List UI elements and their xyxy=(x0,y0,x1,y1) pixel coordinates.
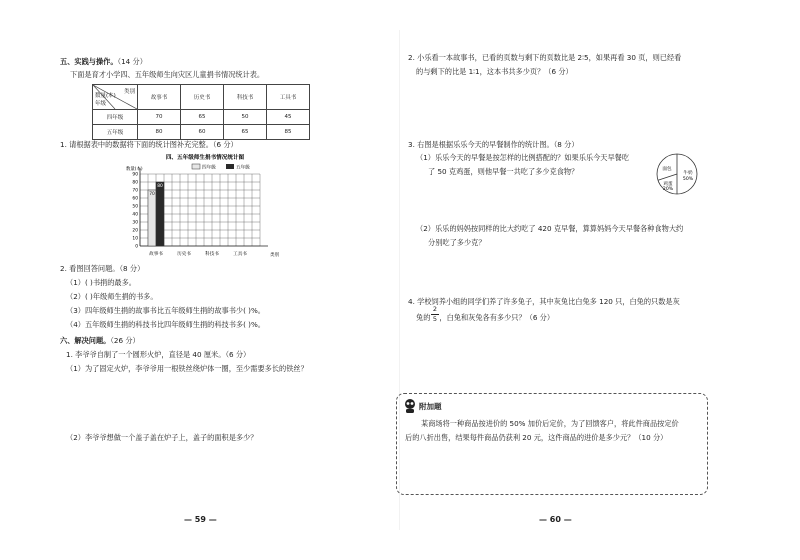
section6-question-1: 1. 李爷爷自制了一个圆形火炉，直径是 40 厘米。（6 分） xyxy=(66,350,251,359)
section6-question-1-2: （2）李爷爷想做一个盖子盖在炉子上，盖子的面积是多少？ xyxy=(66,433,258,442)
y-tick-label: 40 xyxy=(132,212,138,218)
section6-title: 六、解决问题。（26 分） xyxy=(60,336,140,345)
question-3-2: （2）乐乐的妈妈按同样的比大约吃了 420 克早餐，算算妈妈今天早餐各种食物大约 xyxy=(416,224,684,233)
table-cell: 85 xyxy=(267,125,310,140)
question-4: 4. 学校饲养小组的同学们养了许多兔子，其中灰兔比白兔多 120 只，白兔的只数是灰 xyxy=(408,297,680,306)
table-header: 科技书 xyxy=(224,85,267,110)
x-tick-label: 历史书 xyxy=(177,252,191,257)
section5-intro: 下面是育才小学四、五年级师生向灾区儿童捐书情况统计表。 xyxy=(70,70,265,79)
mascot-icon xyxy=(403,398,417,414)
fraction-two-fifths: 2 5 xyxy=(432,305,438,323)
bar-data-label: 80 xyxy=(157,184,163,189)
table-cell: 65 xyxy=(224,125,267,140)
chart-title: 四、五年级师生捐书情况统计图 xyxy=(165,155,245,161)
table-row xyxy=(93,125,310,140)
table-header: 历史书 xyxy=(181,85,224,110)
donation-table xyxy=(92,84,310,140)
bonus-question-box xyxy=(396,393,708,495)
bonus-question-line: 后的八折出售，结果每件商品仍获利 20 元，这件商品的进价是多少元？（10 分） xyxy=(405,433,668,442)
table-cell: 五年级 xyxy=(93,125,138,140)
legend-swatch-grade4 xyxy=(192,164,200,169)
bar-grade4 xyxy=(148,190,156,246)
y-tick-label: 0 xyxy=(135,244,138,250)
x-tick-label: 工具书 xyxy=(233,252,247,257)
question-2: 2. 看图回答问题。（8 分） xyxy=(60,264,145,273)
table-cell: 45 xyxy=(267,110,310,125)
x-axis-label: 类别 xyxy=(270,253,280,258)
y-axis-label: 数量(本) xyxy=(126,167,143,172)
pie-label-milk: 牛奶 xyxy=(683,171,693,176)
y-tick-label: 50 xyxy=(132,204,138,210)
bar-grade5 xyxy=(156,182,164,246)
question-1: 1. 请根据表中的数据将下面的统计图补充完整。（6 分） xyxy=(60,140,238,149)
table-cell: 70 xyxy=(138,110,181,125)
bonus-question-line: 某商场将一种商品按进价的 50% 加价后定价，为了回馈客户，将此件商品按定价 xyxy=(421,419,679,428)
pie-value-egg: 20% xyxy=(662,187,674,192)
bar-data-label: 70 xyxy=(149,192,155,197)
question-3-1: （1）乐乐今天的早餐是按怎样的比例搭配的？如果乐乐今天早餐吃 xyxy=(416,153,630,162)
table-cell: 四年级 xyxy=(93,110,138,125)
question-2-item: （2）( )年级师生捐的书多。 xyxy=(66,292,158,301)
bonus-title: 附加题 xyxy=(419,402,442,411)
x-tick-label: 故事书 xyxy=(149,252,163,257)
question-2-item: （4）五年级师生捐的科技书比四年级师生捐的科技书多( )%。 xyxy=(66,320,265,329)
table-corner-cell: 类别 数量(本) 年级 xyxy=(93,85,138,110)
question-3-1-cont: 了 50 克鸡蛋，则他早餐一共吃了多少克食物？ xyxy=(428,167,579,176)
table-header: 故事书 xyxy=(138,85,181,110)
table-cell: 65 xyxy=(181,110,224,125)
table-header: 工具书 xyxy=(267,85,310,110)
y-tick-label: 60 xyxy=(132,196,138,202)
page-number-right: — 60 — xyxy=(539,515,572,524)
table-cell: 60 xyxy=(181,125,224,140)
question-3: 3. 右图是根据乐乐今天的早餐制作的统计图。（8 分） xyxy=(408,140,579,149)
table-cell: 80 xyxy=(138,125,181,140)
pie-label-egg: 鸡蛋 xyxy=(663,182,673,187)
question-2-cont: 的与剩下的比是 1∶1，这本书共多少页？（6 分） xyxy=(416,67,573,76)
y-tick-label: 90 xyxy=(132,172,138,178)
y-tick-label: 70 xyxy=(132,188,138,194)
question-4-cont: 兔的 ，白兔和灰兔各有多少只？（6 分） xyxy=(416,313,555,322)
y-tick-label: 10 xyxy=(132,236,138,242)
pie-value-milk: 50% xyxy=(682,177,694,182)
x-tick-label: 科技书 xyxy=(205,252,219,257)
legend-label-grade5: 五年级 xyxy=(236,165,250,171)
section5-title: 五、实践与操作。（14 分） xyxy=(60,57,147,66)
breakfast-pie-chart xyxy=(655,152,699,196)
y-tick-label: 30 xyxy=(132,220,138,226)
legend-label-grade4: 四年级 xyxy=(202,165,216,171)
donation-bar-chart xyxy=(112,150,282,262)
table-row xyxy=(93,110,310,125)
pie-label-bread: 面包 xyxy=(662,167,672,172)
page-number-left: — 59 — xyxy=(184,515,217,524)
question-2-item: （1）( )书捐的最多。 xyxy=(66,278,136,287)
question-2-item: （3）四年级师生捐的故事书比五年级师生捐的故事书少( )%。 xyxy=(66,306,265,315)
legend-swatch-grade5 xyxy=(226,164,234,169)
question-2: 2. 小乐看一本故事书，已看的页数与剩下的页数比是 2∶5，如果再看 30 页，则已经看 xyxy=(408,53,682,62)
y-tick-label: 20 xyxy=(132,228,138,234)
table-cell: 50 xyxy=(224,110,267,125)
section6-question-1-1: （1）为了固定火炉，李爷爷用一根铁丝绕炉体一圈，至少需要多长的铁丝？ xyxy=(66,364,308,373)
y-tick-label: 80 xyxy=(132,180,138,186)
question-3-2-cont: 分别吃了多少克？ xyxy=(428,238,486,247)
